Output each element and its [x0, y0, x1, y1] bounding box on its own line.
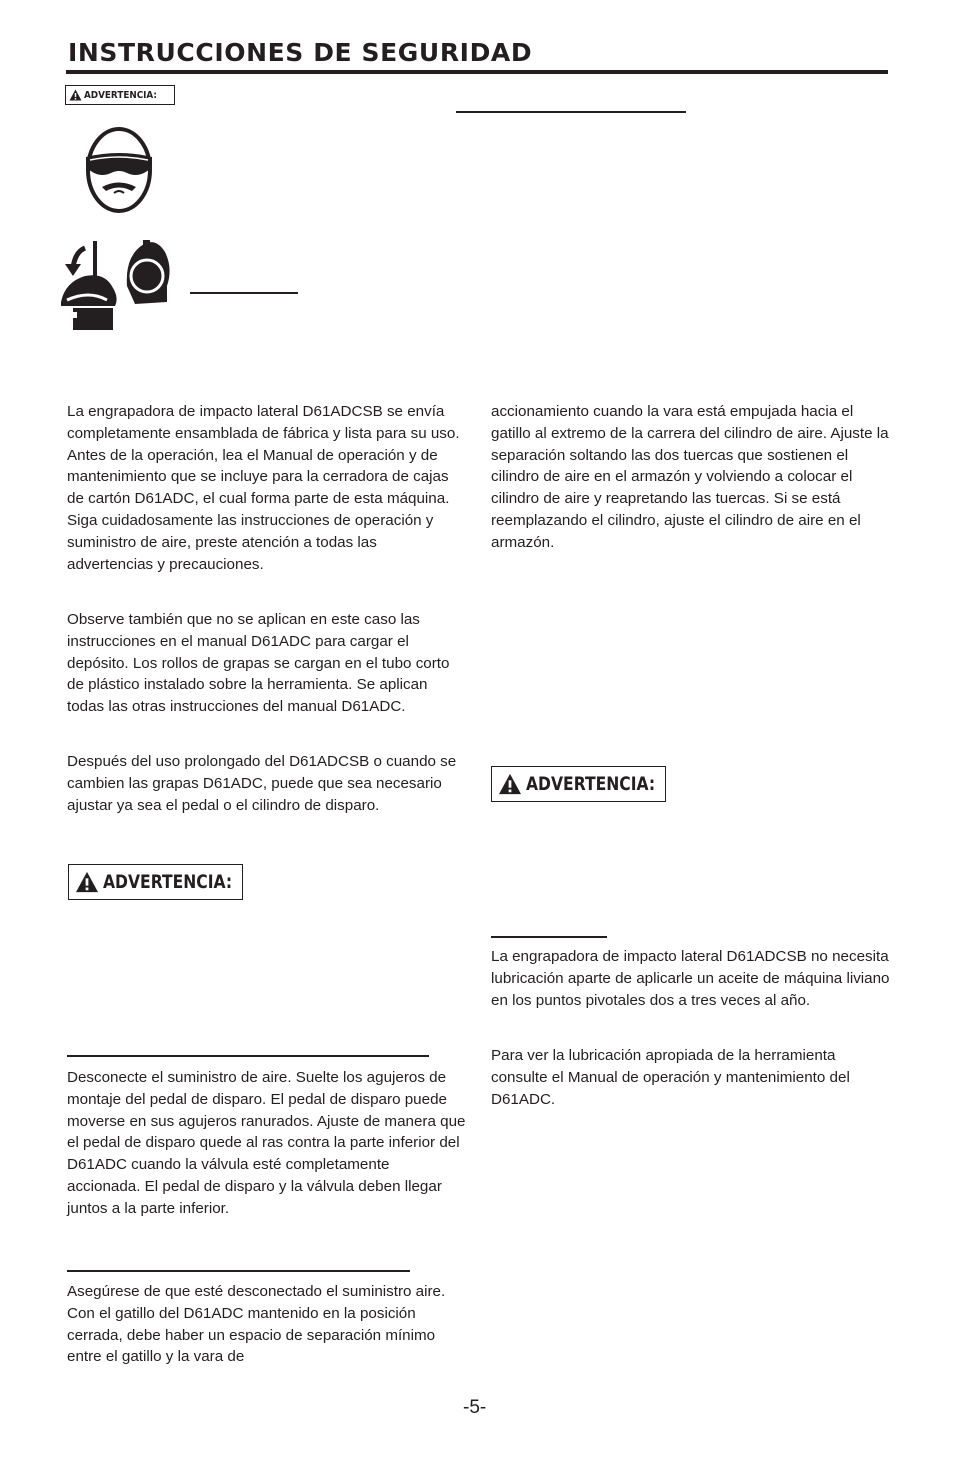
ear-protection-icon: [55, 238, 175, 333]
icon-caption-rule: [190, 292, 298, 294]
warning-triangle-icon: [69, 89, 82, 101]
warning-label-text: ADVERTENCIA:: [84, 89, 157, 101]
cylinder-adjustment-paragraph: Asegúrese de que esté desconectado el suministro aire. Con el gatillo del D61ADC mantenido en la posición cerrada, debe haber un espacio de separación mínimo entre el gatillo y la vara de: [67, 1283, 446, 1366]
loading-note-paragraph: Observe también que no se aplican en este caso las instrucciones en el manual D61ADC para cargar el depósito. Los rollos de grapas se cargan en el tubo corto de plástico instalado sobre la herramienta. Se aplican todas las otras instrucciones del manual D61ADC.: [67, 611, 450, 716]
section-heading-rule: [456, 111, 686, 113]
page-title: INSTRUCCIONES DE SEGURIDAD: [68, 38, 533, 67]
warning-box-text: ADVERTENCIA:: [526, 773, 656, 795]
safety-goggles-icon: [80, 123, 158, 215]
lubrication-paragraph: La engrapadora de impacto lateral D61ADCSB no necesita lubricación aparte de aplicarle un aceite de máquina liviano en los puntos pivotales dos a tres veces al año.: [491, 948, 890, 1009]
intro-paragraph: La engrapadora de impacto lateral D61ADCSB se envía completamente ensamblada de fábrica y lista para su uso. Antes de la operación, lea el Manual de operación y de mantenimiento que se incluye para la cerradora de cajas de cartón D61ADC, el cual forma parte de esta máquina. Siga cuidadosamente las instrucciones de operación y suministro de aire, preste atención a todas las advertencias y precauciones.: [67, 403, 460, 573]
cylinder-adjustment-continued: accionamiento cuando la vara está empujada hacia el gatillo al extremo de la carrera del cilindro de aire. Ajuste la separación soltando las dos tuercas que sostienen el cilindro de aire en el armazón y volviendo a colocar el cilindro de aire y reapretando las tuercas. Si se está reemplazando el cilindro, ajuste el cilindro de aire en el armazón.: [491, 403, 889, 551]
lubrication-heading-rule: [491, 936, 607, 938]
warning-triangle-icon: [498, 773, 522, 795]
page-number: -5-: [463, 1397, 487, 1418]
title-underline: [66, 70, 888, 74]
warning-triangle-icon: [75, 871, 99, 893]
warning-label-small: [65, 85, 175, 105]
adjustment-paragraph: Después del uso prolongado del D61ADCSB o cuando se cambien las grapas D61ADC, puede que sea necesario ajustar ya sea el pedal o el cilindro de disparo.: [67, 753, 457, 814]
pedal-heading-rule: [67, 1055, 429, 1057]
warning-box-left: [68, 864, 243, 900]
pedal-adjustment-paragraph: Desconecte el suministro de aire. Suelte los agujeros de montaje del pedal de disparo. El pedal de disparo puede moverse en sus agujeros ranurados. Ajuste de manera que el pedal de disparo quede al ras contra la parte inferior del D61ADC cuando la válvula esté completamente accionada. El pedal de disparo y la válvula deben llegar juntos a la parte inferior.: [67, 1069, 466, 1217]
lubrication-reference-paragraph: Para ver la lubricación apropiada de la herramienta consulte el Manual de operación y mantenimiento del D61ADC.: [491, 1047, 850, 1108]
warning-box-right: [491, 766, 666, 802]
cylinder-heading-rule: [67, 1270, 410, 1272]
warning-box-text: ADVERTENCIA:: [103, 871, 233, 893]
